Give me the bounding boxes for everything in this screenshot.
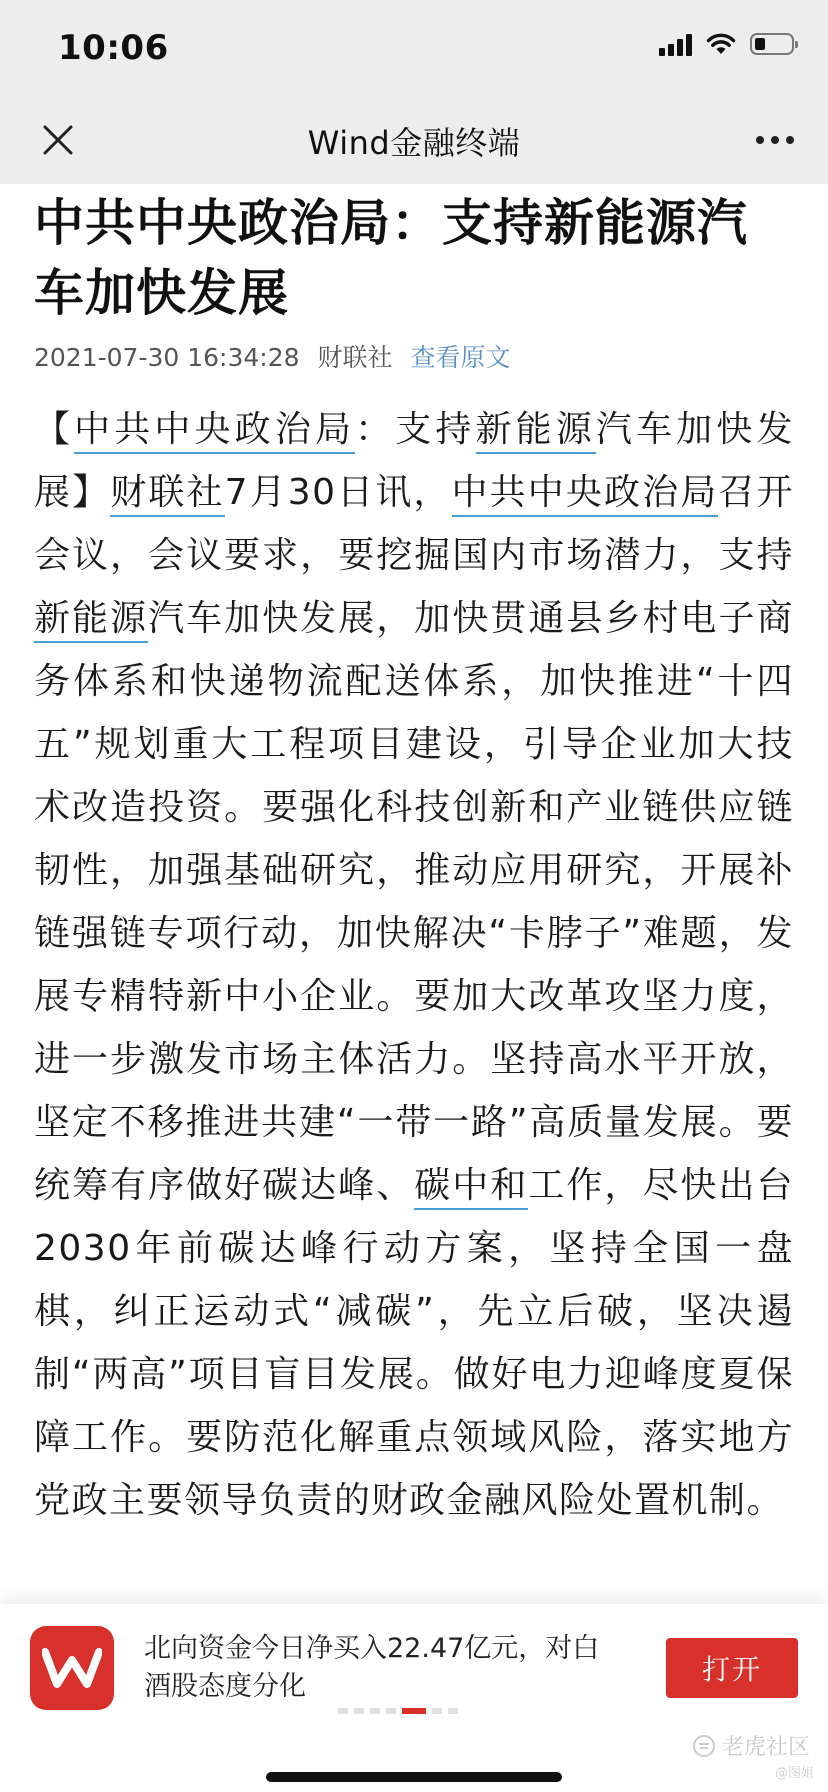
banner-headline[interactable]: 北向资金今日净买入22.47亿元，对白酒股态度分化 xyxy=(144,1633,600,1702)
pager-dot xyxy=(386,1708,396,1714)
status-bar xyxy=(0,0,828,96)
watermark-text: 老虎社区 xyxy=(721,1735,810,1760)
open-app-button[interactable]: 打开 xyxy=(666,1638,798,1698)
watermark xyxy=(692,1730,810,1761)
w-letter-icon xyxy=(42,1648,102,1688)
keyword-link[interactable]: 碳中和 xyxy=(414,1165,528,1210)
pager-dot xyxy=(448,1708,458,1714)
body-text: 汽车加快发展】 xyxy=(34,409,794,513)
article-source: 财联社 xyxy=(317,343,393,372)
body-text: ：支持 xyxy=(355,409,476,450)
pager-dot xyxy=(432,1708,442,1714)
battery-icon xyxy=(750,33,794,55)
body-text: 汽车加快发展，加快贯通县乡村电子商务体系和快递物流配送体系，加快推进“十四五”规划重大工程项目建设，引导企业加大技术改造投资。要强化科技创新和产业链供应链韧性，加强基础研究，推动应用研究，开展补链强链专项行动，加快解决“卡脖子”难题，发展专精特新中小企业。要加大改革攻坚力度，进一步激发市场主体活力。坚持高水平开放，坚定不移推进共建“一带一路”高质量发展。要统筹有序做好碳达峰、 xyxy=(34,598,794,1206)
watermark-sub: @图姐 xyxy=(774,1766,814,1781)
view-original-link[interactable]: 查看原文 xyxy=(410,343,511,372)
pager-dot xyxy=(338,1708,348,1714)
nav-title: Wind金融终端 xyxy=(307,124,521,162)
body-text: 工作，尽快出台2030年前碳达峰行动方案，坚持全国一盘棋，纠正运动式“减碳”，先立后破，坚决遏制“两高”项目盲目发展。做好电力迎峰度夏保障工作。要防范化解重点领域风险，落实地方党政主要领导负责的财政金融风险处置机制。 xyxy=(34,1165,794,1521)
app-download-banner xyxy=(0,1604,828,1792)
keyword-link[interactable]: 中共中央政治局 xyxy=(452,472,719,517)
pager-dot xyxy=(354,1708,364,1714)
body-text: 【 xyxy=(34,409,75,450)
pager-dot xyxy=(370,1708,380,1714)
keyword-link[interactable]: 新能源 xyxy=(476,409,596,454)
cellular-signal-icon xyxy=(659,32,692,56)
keyword-link[interactable]: 中共中央政治局 xyxy=(74,409,355,454)
keyword-link[interactable]: 新能源 xyxy=(34,598,148,643)
keyword-link[interactable]: 财联社 xyxy=(110,472,224,517)
article-title: 中共中央政治局：支持新能源汽车加快发展 xyxy=(34,194,748,322)
status-time: 10:06 xyxy=(58,28,169,68)
body-text: 7月30日讯， xyxy=(224,472,452,513)
home-indicator xyxy=(266,1772,562,1782)
article xyxy=(34,184,794,1594)
article-date: 2021-07-30 16:34:28 xyxy=(34,343,300,372)
nav-bar xyxy=(0,96,828,184)
wifi-icon xyxy=(706,32,736,56)
pager-dot xyxy=(402,1708,426,1714)
article-body xyxy=(34,398,794,1594)
wind-logo-icon[interactable] xyxy=(30,1626,114,1710)
status-icons xyxy=(659,32,794,56)
more-icon[interactable] xyxy=(756,136,794,144)
pager-dots xyxy=(338,1708,458,1714)
article-meta xyxy=(34,340,794,376)
tiger-logo-icon xyxy=(692,1734,716,1758)
body-text: 召开会议，会议要求，要挖掘国内市场潜力，支持 xyxy=(34,472,794,576)
